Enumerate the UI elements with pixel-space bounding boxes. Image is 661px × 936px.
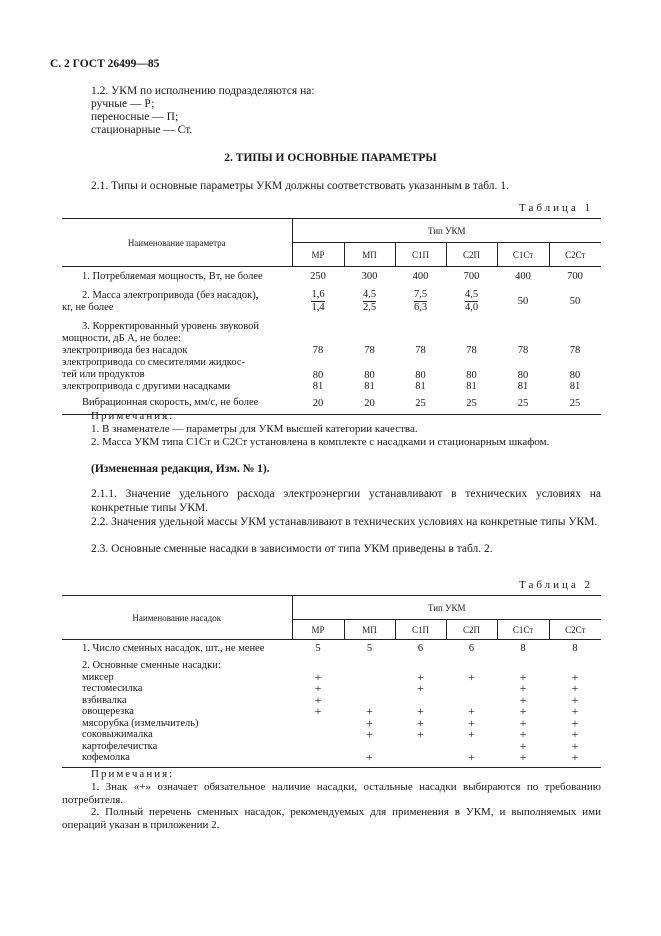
mark-cell: + [571, 669, 579, 684]
paragraph-2-3: 2.3. Основные сменные насадки в зависимости от типа УКМ приведены в табл. 2. [91, 543, 493, 555]
row-label: кофемолка [82, 752, 130, 763]
cell-value: 81 [569, 381, 581, 392]
cell-value: 8 [572, 643, 578, 655]
table1-caption: Таблица 1 [519, 202, 594, 214]
cell-value: 78 [517, 345, 529, 356]
mark-cell: + [468, 715, 475, 730]
fraction-value: $\frac{7,5}{6,3}$ [413, 289, 428, 313]
cell-value: 78 [312, 345, 324, 356]
cell-value: 20 [292, 393, 344, 415]
mark-cell: + [417, 681, 424, 696]
page-header: С. 2 ГОСТ 26499—85 [50, 58, 160, 70]
notes2-title: Примечания: [91, 768, 175, 780]
row-label-line: тей или продуктов [62, 368, 145, 380]
table-row [62, 317, 601, 345]
list-item-stationary: стационарные — Ст. [91, 124, 193, 136]
table-row [62, 381, 601, 393]
mark-cell: + [519, 715, 527, 730]
cell-value: 25 [549, 393, 601, 415]
table-row [62, 287, 601, 317]
table-2 [62, 595, 601, 768]
row-label: 2. Основные сменные насадки: [82, 659, 221, 671]
mark-cell: + [571, 681, 579, 696]
table2-col-c2p: С2П [446, 620, 497, 640]
row-label-line: 2. Масса электропривода (без насадок), [82, 289, 259, 301]
row-label: 1. Потребляемая мощность, Вт, не более [82, 270, 263, 282]
mark-cell: + [571, 738, 579, 753]
cell-value: 700 [567, 271, 583, 283]
table1-head-type: Тип УКМ [292, 219, 601, 243]
mark-cell: + [366, 750, 373, 765]
fraction-value: $\frac{1,6}{1,4}$ [311, 289, 325, 313]
cell-value: 5 [315, 643, 321, 655]
notes1-item-1: 1. В знаменателе — параметры для УКМ высшей категории качества. [91, 423, 418, 435]
section-title: 2. ТИПЫ И ОСНОВНЫЕ ПАРАМЕТРЫ [224, 152, 437, 164]
mark-cell: + [519, 692, 527, 707]
row-label [62, 317, 292, 345]
cell-value: 50 [517, 296, 529, 307]
mark-cell [292, 718, 344, 730]
mark-cell: + [519, 727, 527, 742]
list-item-manual: ручные — Р; [91, 98, 155, 110]
mark-cell: + [366, 704, 373, 719]
table2-col-c2st: С2Ст [549, 620, 601, 640]
row-label-line: мощности, дБ А, не более: [62, 332, 181, 344]
cell-value: 78 [415, 345, 426, 356]
mark-cell: + [468, 750, 475, 765]
table-1 [62, 218, 601, 415]
cell-value: 400 [412, 271, 429, 283]
table2-head-type: Тип УКМ [292, 596, 601, 620]
cell-value: 25 [446, 393, 497, 415]
cell-value: 6 [468, 643, 475, 655]
cell-value: 80 [569, 369, 581, 381]
row-label-line: электропривода со смесителями жидкос- [62, 356, 246, 368]
mark-cell [344, 672, 395, 684]
mark-cell [292, 729, 344, 741]
row-label-line: 3. Корректированный уровень звуковой [82, 320, 259, 332]
table-row [62, 752, 601, 764]
table1-col-c1p: С1П [395, 243, 446, 267]
mark-cell: + [519, 750, 527, 765]
fraction-value: $\frac{4,5}{2,5}$ [362, 289, 377, 313]
cell-value: 300 [361, 271, 378, 283]
row-label: овощерезка [82, 706, 134, 717]
cell-value: 80 [364, 369, 375, 381]
cell-value: 81 [466, 381, 477, 392]
cell-value: 80 [517, 369, 529, 381]
mark-cell: + [314, 681, 322, 696]
cell-value: 5 [366, 643, 373, 655]
table-row [62, 357, 601, 381]
mark-cell [344, 683, 395, 695]
cell-value: 8 [520, 643, 526, 655]
row-label: электропривода с другими насадками [62, 380, 231, 392]
cell-value: 78 [364, 345, 375, 356]
cell-value: 81 [415, 381, 426, 392]
mark-cell: + [468, 727, 475, 742]
paragraph-2-1: 2.1. Типы и основные параметры УКМ должны соответствовать указанным в табл. 1. [91, 180, 509, 192]
mark-cell: + [571, 692, 579, 707]
table-row [62, 345, 601, 357]
mark-cell: + [314, 692, 322, 707]
cell-value: 6 [417, 643, 424, 655]
mark-cell: + [571, 704, 579, 719]
notes1-item-2: 2. Масса УКМ типа С1Ст и С2Ст установлена в комплекте с насадками и стационарным шкафом. [91, 436, 550, 448]
mark-cell: + [314, 669, 322, 684]
mark-cell: + [366, 727, 373, 742]
mark-cell: + [519, 681, 527, 696]
table1-col-mr: МР [292, 243, 344, 267]
cell-value: 20 [344, 393, 395, 415]
mark-cell [395, 752, 446, 764]
mark-cell: + [417, 704, 424, 719]
cell-value: 80 [312, 369, 324, 381]
list-item-portable: переносные — П; [91, 111, 179, 123]
mark-cell [292, 752, 344, 764]
row-label: тестомесилка [82, 683, 143, 694]
cell-value: 250 [310, 271, 326, 283]
cell-value: 25 [395, 393, 446, 415]
table1-head-name: Наименование параметра [62, 219, 292, 267]
cell-value: 25 [497, 393, 549, 415]
cell-value: 81 [312, 381, 324, 392]
row-label [62, 357, 292, 381]
cell-value: 400 [515, 271, 531, 283]
paragraph-2-2: 2.2. Значения удельной массы УКМ устанавливают в технических условиях на конкретные типы УКМ. [91, 516, 598, 528]
notes2-item-1: 1. Знак «+» означает обязательное наличие насадки, остальные насадки выбираются по требованию потребителя. [62, 781, 601, 806]
row-label: 1. Число сменных насадок, шт., не менее [82, 642, 265, 654]
mark-cell [292, 741, 344, 753]
mark-cell: + [571, 750, 579, 765]
cell-value: 78 [466, 345, 477, 356]
cell-value: 700 [463, 271, 480, 283]
table-row [62, 640, 601, 658]
row-label [62, 287, 292, 317]
table2-col-c1st: С1Ст [497, 620, 549, 640]
fraction-value: $\frac{4,5}{4,0}$ [464, 289, 479, 313]
mark-cell [395, 741, 446, 753]
notes1-title: Примечания: [91, 410, 175, 422]
mark-cell: + [571, 715, 579, 730]
notes2-item-2: 2. Полный перечень сменных насадок, рекомендуемых для применения в УКМ, и выполняемых ими операций указан в приложении 2. [62, 806, 601, 831]
row-label: миксер [82, 671, 114, 683]
mark-cell: + [417, 727, 424, 742]
row-label: Вибрационная скорость, мм/с, не более [62, 393, 292, 415]
table1-col-c2st: С2Ст [549, 243, 601, 267]
cell-value: 81 [364, 381, 375, 392]
mark-cell: + [314, 704, 322, 719]
cell-value: 50 [569, 296, 581, 307]
cell-value: 80 [466, 369, 477, 381]
mark-cell: + [571, 727, 579, 742]
table2-col-mr: МР [292, 620, 344, 640]
row-label: картофелечистка [82, 740, 158, 752]
row-label-line: кг, не более [62, 301, 114, 313]
row-label: взбивалка [82, 694, 127, 706]
cell-value: 81 [517, 381, 529, 392]
mark-cell: + [519, 704, 527, 719]
table1-col-c2p: С2П [446, 243, 497, 267]
table-row [62, 267, 601, 287]
mark-cell: + [417, 715, 424, 730]
paragraph-2-1-1: 2.1.1. Значение удельного расхода электроэнергии устанавливают в технических условиях на конкретные типы УКМ. [91, 488, 601, 514]
mark-cell: + [417, 669, 424, 684]
mark-cell: + [519, 738, 527, 753]
mark-cell [446, 683, 497, 695]
cell-value: 80 [415, 369, 426, 381]
mark-cell: + [519, 669, 527, 684]
table2-col-mp: МП [344, 620, 395, 640]
table2-col-c1p: С1П [395, 620, 446, 640]
table2-caption: Таблица 2 [519, 579, 594, 591]
row-label: мясорубка (измельчитель) [82, 717, 199, 729]
row-label: электропривода без насадок [62, 344, 188, 356]
paragraph-1-2: 1.2. УКМ по исполнению подразделяются на: [91, 85, 315, 97]
edition-note: (Измененная редакция, Изм. № 1). [91, 463, 270, 475]
mark-cell: + [366, 715, 373, 730]
mark-cell: + [468, 669, 475, 684]
table1-col-c1st: С1Ст [497, 243, 549, 267]
row-label: соковыжималка [82, 729, 153, 740]
table2-head-name: Наименование насадок [62, 596, 292, 640]
cell-value: 78 [569, 345, 581, 356]
table1-col-mp: МП [344, 243, 395, 267]
mark-cell: + [468, 704, 475, 719]
